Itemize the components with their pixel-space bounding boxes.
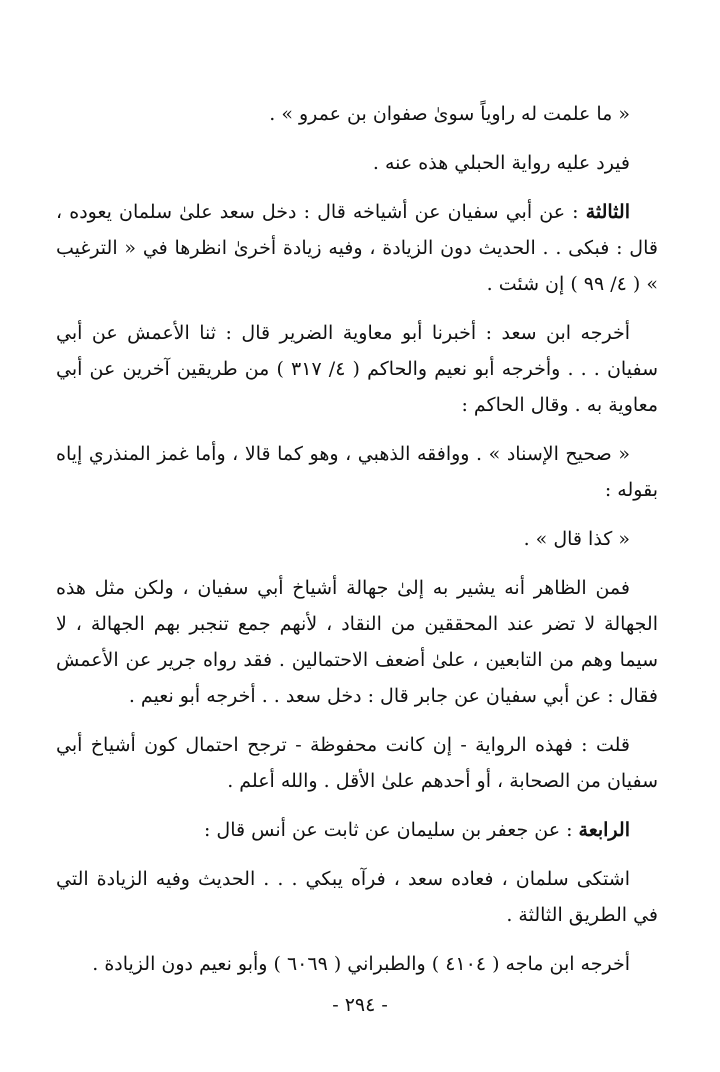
paragraph-text: : عن أبي سفيان عن أشياخه قال : دخل سعد علىٰ سلمان يعوده ، قال : فبكى . . الحديث دون الزيادة ، وفيه زيادة أخرىٰ انظرها في « الترغيب » ( ٤/ ٩٩ ) إن شئت . — [56, 201, 658, 295]
quote-paragraph-6 — [56, 521, 658, 557]
paragraph-text: اشتكى سلمان ، فعاده سعد ، فرآه يبكي . . . الحديث وفيه الزيادة التي في الطريق الثالثة . — [56, 868, 658, 926]
page-body — [56, 96, 658, 995]
paragraph-2 — [56, 145, 658, 181]
paragraph-4 — [56, 315, 658, 423]
paragraph-text: « ما علمت له راوياً سوىٰ صفوان بن عمرو » . — [269, 103, 630, 125]
paragraph-text: أخرجه ابن سعد : أخبرنا أبو معاوية الضرير قال : ثنا الأعمش عن أبي سفيان . . . وأخرجه أبو نعيم والحاكم ( ٤/ ٣١٧ ) من طريقين آخرين عن أبي معاوية به . وقال الحاكم : — [56, 322, 658, 416]
paragraph-7 — [56, 570, 658, 714]
paragraph-text: قلت : فهذه الرواية - إن كانت محفوظة - ترجح احتمال كون أشياخ أبي سفيان من الصحابة ، أو أحدهم علىٰ الأقل . والله أعلم . — [56, 734, 658, 792]
paragraph-fourth-route — [56, 812, 658, 848]
paragraph-text: فمن الظاهر أنه يشير به إلىٰ جهالة أشياخ أبي سفيان ، ولكن مثل هذه الجهالة لا تضر عند المحققين من النقاد ، لأنهم جمع تنجبر بهم الجهالة ، لا سيما وهم من التابعين ، علىٰ أضعف الاحتمالين . فقد رواه جرير عن الأعمش فقال : عن أبي سفيان عن جابر قال : دخل سعد . . أخرجه أبو نعيم . — [56, 577, 658, 707]
paragraph-text: « صحيح الإسناد » . ووافقه الذهبي ، وهو كما قالا ، وأما غمز المنذري إياه بقوله : — [56, 443, 658, 501]
paragraph-label: الثالثة — [585, 201, 630, 223]
paragraph-text: فيرد عليه رواية الحبلي هذه عنه . — [372, 152, 630, 174]
paragraph-5 — [56, 436, 658, 508]
paragraph-text: أخرجه ابن ماجه ( ٤١٠٤ ) والطبراني ( ٦٠٦٩ ) وأبو نعيم دون الزيادة . — [92, 953, 630, 975]
quote-paragraph-1 — [56, 96, 658, 132]
paragraph-11 — [56, 946, 658, 982]
page-number: - ٢٩٤ - — [332, 994, 388, 1016]
paragraph-third-route — [56, 194, 658, 302]
paragraph-8 — [56, 727, 658, 799]
paragraph-10 — [56, 861, 658, 933]
paragraph-text: : عن جعفر بن سليمان عن ثابت عن أنس قال : — [203, 819, 579, 841]
paragraph-text: « كذا قال » . — [523, 528, 630, 550]
paragraph-label: الرابعة — [578, 819, 630, 841]
